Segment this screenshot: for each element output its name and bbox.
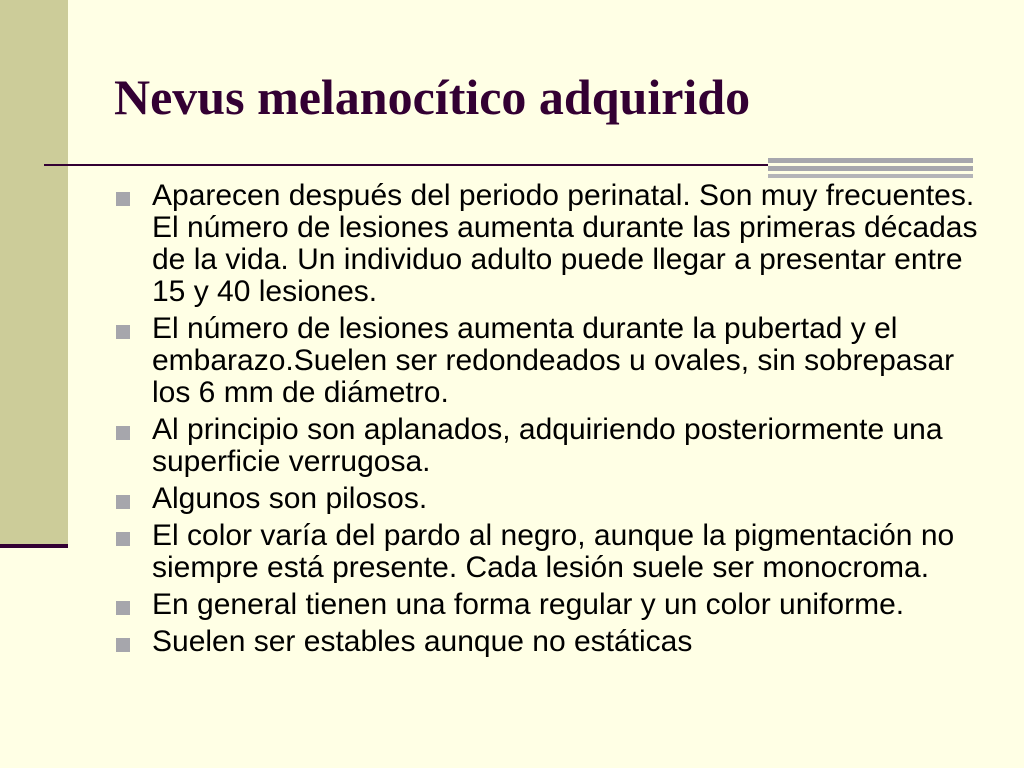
bullet-text: Al principio son aplanados, adquiriendo posteriormente una superficie verrugosa. — [152, 413, 943, 478]
bullet-list — [112, 180, 992, 663]
square-bullet-icon — [116, 532, 130, 546]
square-bullet-icon — [116, 495, 130, 509]
bullet-item — [112, 520, 992, 584]
square-bullet-icon — [116, 426, 130, 440]
accent-bar — [768, 174, 973, 178]
bullet-item — [112, 589, 992, 621]
square-bullet-icon — [116, 325, 130, 339]
left-decorative-band — [0, 0, 68, 545]
accent-bars — [768, 158, 973, 180]
bullet-text: Suelen ser estables aunque no estáticas — [152, 625, 693, 658]
square-bullet-icon — [116, 638, 130, 652]
accent-bar — [768, 166, 973, 171]
left-band-rule — [0, 544, 68, 548]
square-bullet-icon — [116, 601, 130, 615]
bullet-text: Aparecen después del periodo perinatal. Son muy frecuentes. El número de lesiones aumenta durante las primeras décadas de la vida. Un individuo adulto puede llegar a presentar entre 15 y 40 lesiones. — [152, 179, 978, 308]
bullet-text: Algunos son pilosos. — [152, 482, 428, 515]
bullet-item — [112, 180, 992, 308]
accent-bar — [768, 158, 973, 163]
slide-title: Nevus melanocítico adquirido — [114, 69, 751, 125]
bullet-item — [112, 414, 992, 478]
bullet-text: El número de lesiones aumenta durante la pubertad y el embarazo.Suelen ser redondeados u ovales, sin sobrepasar los 6 mm de diámetro. — [152, 312, 955, 409]
bullet-item — [112, 626, 992, 658]
bullet-item — [112, 313, 992, 409]
bullet-text: El color varía del pardo al negro, aunque la pigmentación no siempre está presente. Cada lesión suele ser monocroma. — [152, 519, 955, 584]
square-bullet-icon — [116, 192, 130, 206]
bullet-text: En general tienen una forma regular y un color uniforme. — [152, 588, 905, 621]
bullet-item — [112, 483, 992, 515]
title-divider — [44, 164, 768, 166]
